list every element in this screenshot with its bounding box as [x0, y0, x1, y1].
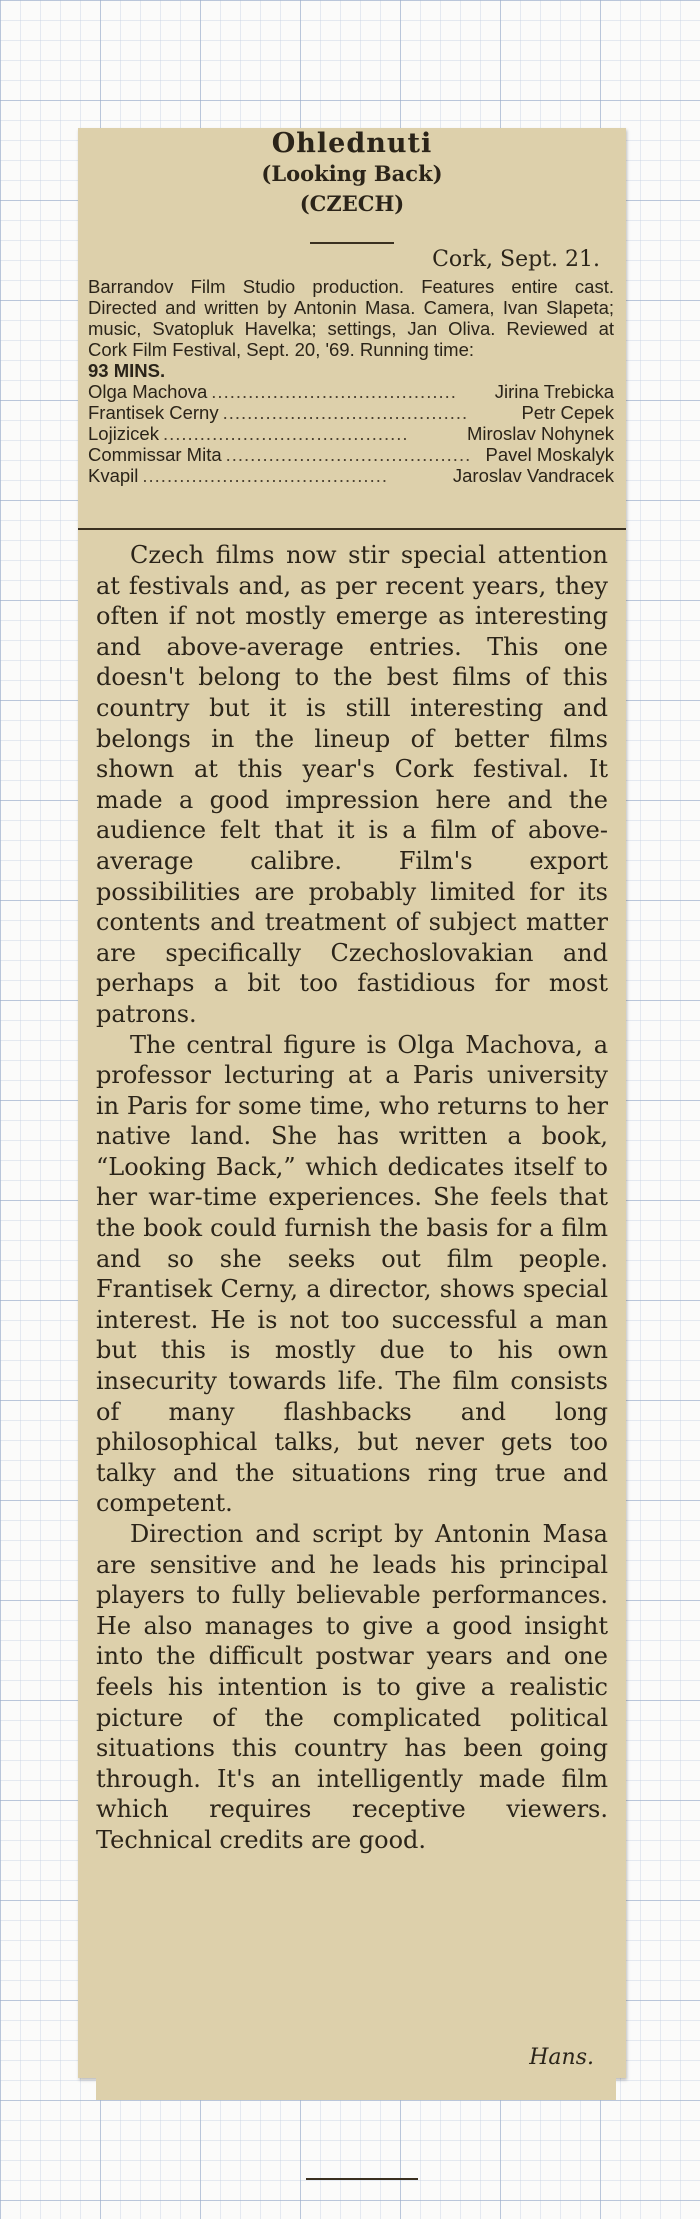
credits-text: [88, 276, 614, 381]
leader-dots: ........................................: [162, 423, 409, 444]
leader-dots: ........................................: [142, 465, 388, 486]
cast-actor: Jirina Trebicka: [494, 381, 614, 402]
cast-list: [88, 381, 614, 486]
leader-dots: ........................................: [211, 381, 457, 402]
credits-block: [88, 246, 614, 486]
credits-body: Barrandov Film Studio production. Features entire cast. Directed and written by Antonin Masa. Camera, Ivan Slapeta; music, Svatopluk Havelka; settings, Jan Oliva. Reviewed at Cork Film Festival, Sept. 20, '69. Running time:: [88, 276, 614, 360]
review-paragraph: Direction and script by Antonin Masa are sensitive and he leads his principal players to fully believable performances. He also manages to give a good insight into the difficult postwar years and one feels his intention is to give a realistic picture of the complicated political situations this country has been going through. It's an intelligently made film which requires receptive viewers. Technical credits are good.: [96, 1520, 608, 1854]
leader-dots: ........................................: [222, 402, 469, 423]
leader-dots: ........................................: [225, 444, 472, 465]
section-divider: [78, 528, 626, 530]
cast-role: Olga Machova: [88, 381, 208, 402]
dateline: Cork, Sept. 21.: [432, 247, 600, 272]
cast-actor: Pavel Moskalyk: [485, 444, 614, 465]
cast-row: [88, 381, 614, 402]
article-header: [78, 128, 626, 219]
cast-role: Lojizicek: [88, 423, 159, 444]
closing-rule: [306, 2178, 418, 2180]
header-rule: [310, 242, 394, 244]
cast-role: Frantisek Cerny: [88, 402, 219, 423]
cast-row: [88, 402, 614, 423]
running-time: 93 MINS.: [88, 360, 166, 381]
article-subtitle: (Looking Back): [261, 161, 443, 186]
review-paragraph: The central figure is Olga Machova, a professor lecturing at a Paris university in Paris for some time, who returns to her native land. She has written a book, “Looking Back,” which dedicates itself to her war-time experiences. She feels that the book could furnish the basis for a film and so she seeks out film people. Frantisek Cerny, a director, shows special interest. He is not too successful a man but this is mostly due to his own insecurity towards life. The film consists of many flashbacks and long philosophical talks, but never gets too talky and the situations ring true and competent.: [96, 1030, 608, 1518]
cast-actor: Miroslav Nohynek: [466, 423, 614, 444]
author-signature: Hans.: [529, 2045, 594, 2070]
cast-actor: Jaroslav Vandracek: [452, 465, 614, 486]
article-country: (CZECH): [299, 191, 405, 216]
cast-role: Kvapil: [88, 465, 139, 486]
cast-row: [88, 423, 614, 444]
review-paragraph: Czech films now stir special attention at festivals and, as per recent years, they often if not mostly emerge as interesting and above-average entries. This one doesn't belong to the best films of this country but it is still interesting and belongs in the lineup of better films shown at this year's Cork festival. It made a good impression here and the audience felt that it is a film of above-average calibre. Film's export possibilities are probably limited for its contents and treatment of subject matter are specifically Czechoslovakian and perhaps a bit too fastidious for most patrons.: [96, 541, 608, 1028]
review-body: [96, 540, 608, 1856]
article-headline: Ohlednuti: [271, 128, 433, 159]
cast-actor: Petr Cepek: [521, 402, 614, 423]
cast-role: Commissar Mita: [88, 444, 222, 465]
newspaper-clipping: [78, 128, 626, 2078]
cast-row: [88, 465, 614, 486]
clipping-torn-edge: [96, 2078, 616, 2100]
cast-row: [88, 444, 614, 465]
